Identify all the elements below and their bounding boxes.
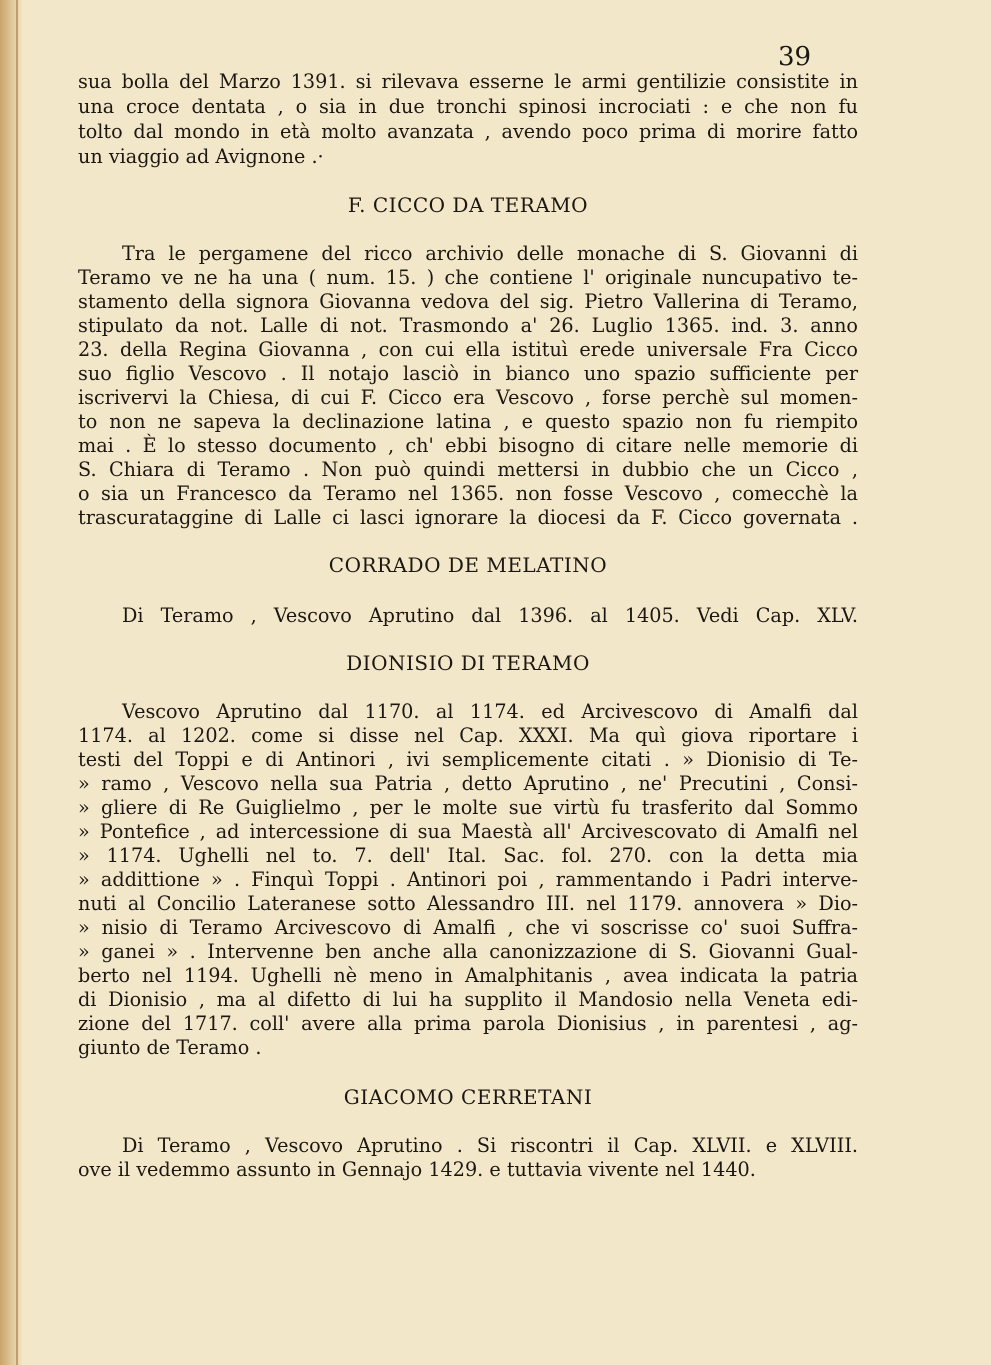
text-line: » addittione » . Finquì Toppi . Antinori poi , rammentando i Padri interve- <box>78 868 858 891</box>
text-line: Tra le pergamene del ricco archivio delle monache di S. Giovanni di <box>122 242 858 265</box>
text-line: berto nel 1194. Ughelli nè meno in Amalphitanis , avea indicata la patria <box>78 964 858 987</box>
section-heading-giacomo: GIACOMO CERRETANI <box>343 1085 593 1109</box>
text-line: ove il vedemmo assunto in Gennajo 1429. e tuttavia vivente nel 1440. <box>78 1158 756 1181</box>
text-line: testi del Toppi e di Antinori , ivi semplicemente citati . » Dionisio di Te- <box>78 748 858 771</box>
text-line: Teramo ve ne ha una ( num. 15. ) che contiene l' originale nuncupativo te- <box>78 266 858 289</box>
text-line: un viaggio ad Avignone .· <box>78 145 324 168</box>
text-line: Di Teramo , Vescovo Aprutino dal 1396. al 1405. Vedi Cap. XLV. <box>122 604 858 627</box>
section-heading-cicco: F. CICCO DA TERAMO <box>347 193 589 217</box>
text-line: stamento della signora Giovanna vedova del sig. Pietro Vallerina di Teramo, <box>78 290 858 313</box>
text-line: trascurataggine di Lalle ci lasci ignorare la diocesi da F. Cicco governata . <box>78 506 858 529</box>
binding-line <box>16 0 18 1365</box>
section-heading-dionisio: DIONISIO DI TERAMO <box>346 651 590 675</box>
text-line: zione del 1717. coll' avere alla prima parola Dionisius , in parentesi , ag- <box>78 1012 858 1035</box>
text-line: to non ne sapeva la declinazione latina , e questo spazio non fu riempito <box>78 410 858 433</box>
text-line: nuti al Concilio Lateranese sotto Alessandro III. nel 1179. annovera » Dio- <box>78 892 858 915</box>
text-line: sua bolla del Marzo 1391. si rilevava esserne le armi gentilizie consistite in <box>78 70 858 93</box>
text-line: 23. della Regina Giovanna , con cui ella istituì erede universale Fra Cicco <box>78 338 858 361</box>
text-line: stipulato da not. Lalle di not. Trasmondo a' 26. Luglio 1365. ind. 3. anno <box>78 314 858 337</box>
text-line: » gliere di Re Guiglielmo , per le molte sue virtù fu trasferito dal Sommo <box>78 796 858 819</box>
text-line: » ganei » . Intervenne ben anche alla canonizzazione di S. Giovanni Gual- <box>78 940 858 963</box>
page-number: 39 <box>778 42 812 72</box>
text-line: tolto dal mondo in età molto avanzata , avendo poco prima di morire fatto <box>78 120 858 143</box>
text-line: » nisio di Teramo Arcivescovo di Amalfi , che vi soscrisse co' suoi Suffra- <box>78 916 858 939</box>
text-line: suo figlio Vescovo . Il notajo lasciò in bianco uno spazio sufficiente per <box>78 362 858 385</box>
text-line: giunto de Teramo . <box>78 1036 262 1059</box>
text-line: Di Teramo , Vescovo Aprutino . Si riscontri il Cap. XLVII. e XLVIII. <box>122 1134 858 1157</box>
text-line: S. Chiara di Teramo . Non può quindi mettersi in dubbio che un Cicco , <box>78 458 858 481</box>
text-line: iscrivervi la Chiesa, di cui F. Cicco era Vescovo , forse perchè sul momen- <box>78 386 858 409</box>
text-line: di Dionisio , ma al difetto di lui ha supplito il Mandosio nella Veneta edi- <box>78 988 858 1011</box>
text-line: Vescovo Aprutino dal 1170. al 1174. ed Arcivescovo di Amalfi dal <box>122 700 858 723</box>
binding-gutter <box>0 0 22 1365</box>
text-line: 1174. al 1202. come si disse nel Cap. XXXI. Ma quì giova riportare i <box>78 724 858 747</box>
text-line: » ramo , Vescovo nella sua Patria , detto Aprutino , ne' Precutini , Consi- <box>78 772 858 795</box>
text-line: » 1174. Ughelli nel to. 7. dell' Ital. Sac. fol. 270. con la detta mia <box>78 844 858 867</box>
text-line: » Pontefice , ad intercessione di sua Maestà all' Arcivescovato di Amalfi nel <box>78 820 858 843</box>
text-line: una croce dentata , o sia in due tronchi spinosi incrociati : e che non fu <box>78 95 858 118</box>
section-heading-corrado: CORRADO DE MELATINO <box>328 553 608 577</box>
text-line: mai . È lo stesso documento , ch' ebbi bisogno di citare nelle memorie di <box>78 434 858 457</box>
text-line: o sia un Francesco da Teramo nel 1365. non fosse Vescovo , comecchè la <box>78 482 858 505</box>
